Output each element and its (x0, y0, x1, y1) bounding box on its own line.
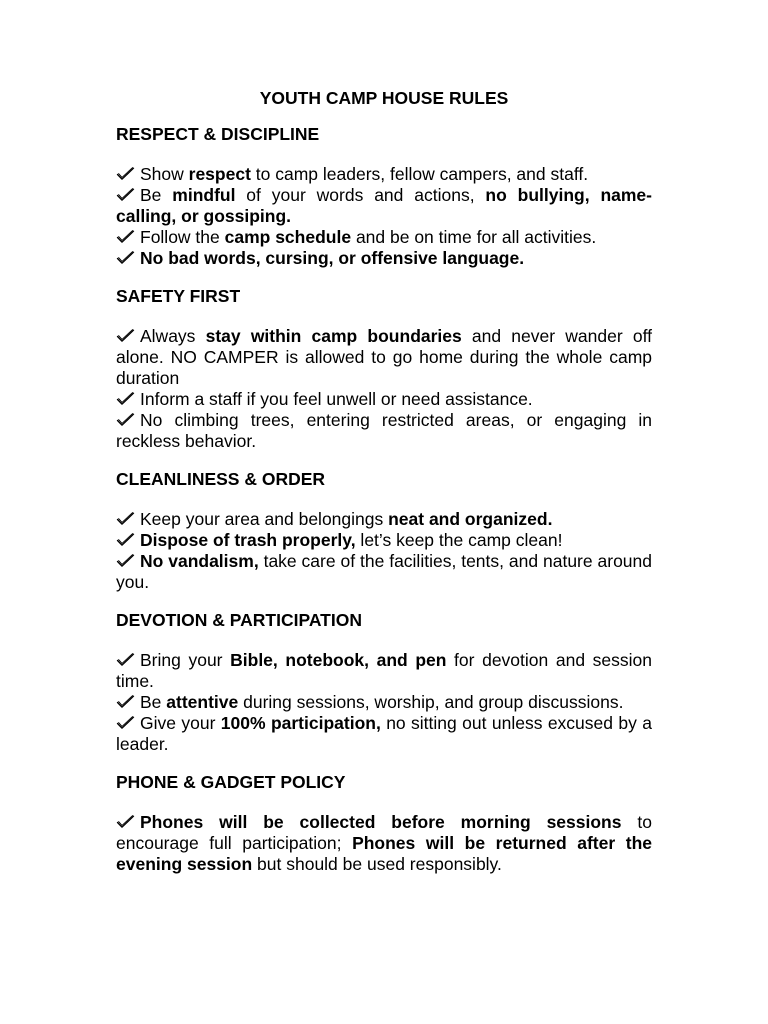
section-heading: SAFETY FIRST (116, 286, 241, 306)
rule-emphasis: stay within camp boundaries (205, 326, 462, 346)
rule-text: Keep your area and belongings (140, 509, 389, 529)
rule-item (116, 530, 652, 551)
rules-sections (116, 124, 652, 875)
rule-emphasis: No bad words, cursing, or offensive language. (140, 248, 525, 268)
rule-item (116, 326, 652, 389)
rule-text: and be on time for all activities. (351, 227, 597, 247)
rule-text: for devotion and session time. (116, 650, 652, 691)
rule-text: no sitting out unless excused by a leader. (116, 713, 652, 754)
rule-item (116, 812, 652, 875)
check-mark-icon (116, 533, 135, 547)
check-mark-icon (116, 512, 135, 526)
rule-text: and never wander off alone. NO CAMPER is allowed to go home during the whole camp duration (116, 326, 652, 388)
section-heading: RESPECT & DISCIPLINE (116, 124, 320, 144)
rules-list (116, 812, 652, 875)
check-mark-icon (116, 413, 135, 427)
rule-item (116, 509, 652, 530)
check-mark-icon (116, 167, 135, 181)
rule-text: but should be used responsibly. (252, 854, 502, 874)
check-mark-icon (116, 230, 135, 244)
rule-emphasis: Phones will be collected before morning sessions (140, 812, 622, 832)
rule-emphasis: neat and organized. (388, 509, 553, 529)
rule-text: during sessions, worship, and group discussions. (238, 692, 624, 712)
rule-item (116, 164, 652, 185)
rule-text: let’s keep the camp clean! (355, 530, 563, 550)
rule-emphasis: 100% participation, (220, 713, 381, 733)
rule-emphasis: respect (188, 164, 251, 184)
check-mark-icon (116, 716, 135, 730)
rule-text: Be (140, 185, 173, 205)
document-page (116, 88, 652, 892)
rule-emphasis: camp schedule (224, 227, 352, 247)
rule-item (116, 692, 652, 713)
rule-item (116, 650, 652, 692)
rule-text: Inform a staff if you feel unwell or need assistance. (140, 389, 533, 409)
document-title: YOUTH CAMP HOUSE RULES (259, 88, 509, 108)
rule-item (116, 227, 652, 248)
rule-emphasis: mindful (172, 185, 236, 205)
rule-emphasis: attentive (166, 692, 239, 712)
rules-list (116, 164, 652, 269)
rule-text: Give your (140, 713, 221, 733)
rule-text: Bring your (140, 650, 231, 670)
check-mark-icon (116, 695, 135, 709)
rule-text: Follow the (140, 227, 225, 247)
rule-item (116, 389, 652, 410)
rule-emphasis: No vandalism, (140, 551, 259, 571)
rule-text: Always (140, 326, 206, 346)
rule-item (116, 410, 652, 452)
rule-text: to encourage full participation; (116, 812, 652, 853)
rule-item (116, 248, 652, 269)
check-mark-icon (116, 554, 135, 568)
rule-emphasis: Bible, notebook, and pen (230, 650, 447, 670)
check-mark-icon (116, 653, 135, 667)
section-heading: CLEANLINESS & ORDER (116, 469, 326, 489)
rules-list (116, 326, 652, 452)
check-mark-icon (116, 815, 135, 829)
rule-emphasis: Phones will be returned after the evening session (116, 833, 652, 874)
rule-text: take care of the facilities, tents, and nature around you. (116, 551, 652, 592)
rule-item (116, 185, 652, 227)
check-mark-icon (116, 329, 135, 343)
rule-emphasis: no bullying, name-calling, or gossiping. (116, 185, 652, 226)
rules-list (116, 509, 652, 593)
check-mark-icon (116, 251, 135, 265)
rule-text: Be (140, 692, 167, 712)
rule-text: Show (140, 164, 189, 184)
rule-item (116, 713, 652, 755)
rule-text: No climbing trees, entering restricted areas, or engaging in reckless behavior. (116, 410, 652, 451)
check-mark-icon (116, 188, 135, 202)
check-mark-icon (116, 392, 135, 406)
rule-text: of your words and actions, (235, 185, 486, 205)
rules-list (116, 650, 652, 755)
rule-emphasis: Dispose of trash properly, (140, 530, 356, 550)
section-heading: DEVOTION & PARTICIPATION (116, 610, 362, 630)
section-heading: PHONE & GADGET POLICY (116, 772, 346, 792)
rule-item (116, 551, 652, 593)
rule-text: to camp leaders, fellow campers, and staff. (250, 164, 589, 184)
